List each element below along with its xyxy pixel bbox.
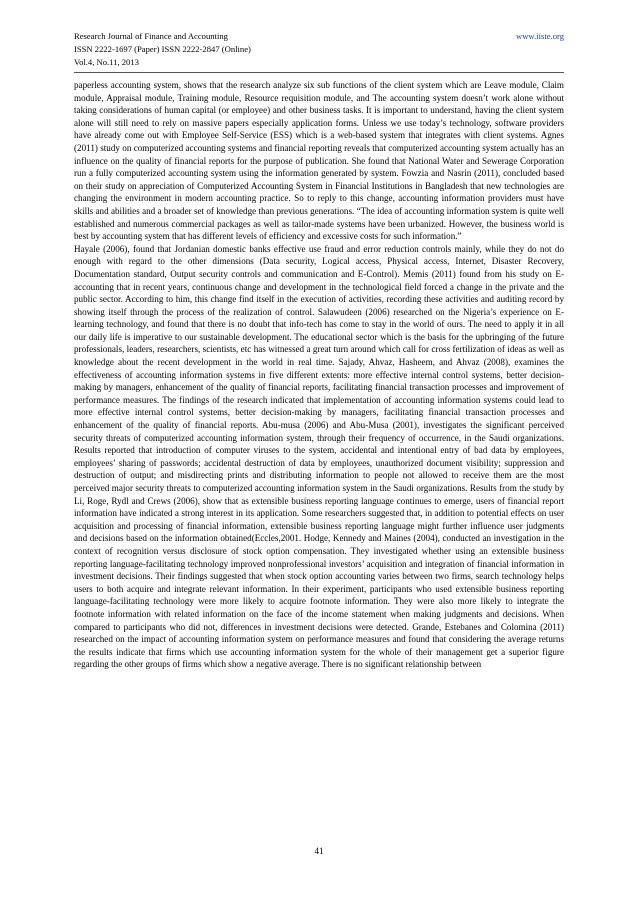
page-number: 41	[314, 846, 324, 856]
paragraph-2: Hayale (2006), found that Jordanian domestic banks effective use fraud and error reduction controls mainly, while they do not do enough with regard to the other dimensions (Data security, Logical access, Physical access, Internet, Disaster Recovery, Documentation standard, Output security controls and communication and E-Control). Memis (2011) found from his study on E-accounting that in recent years, continuous change and development in the technological field forced a change in the private and the public sector. According to him, this change find itself in the execution of activities, recording these activities and auditing record by showing itself through the process of the realization of control. Salawudeen (2006) researched on the Nigeria’s experience on E-learning technology, and found that there is no doubt that info-tech has come to stay in the world of ours. The need to apply it in all our daily life is imperative to our sustainable development. The educational sector which is the basis for the upbringing of the future professionals, leaders, researchers, scientists, etc has witnessed a great turn around which call for cross fertilization of ideas as well as knowledge about the recent development in the world in real time. Sajady, Ahvaz, Hasheem, and Ahvaz (2008), examines the effectiveness of accounting information systems in five different extents: more effective internal control systems, better decision-making by managers, enhancement of the quality of financial reports, facilitating financial transaction processes and improvement of performance measures. The findings of the research indicated that implementation of accounting information systems could lead to more effective internal control systems, better decision-making by managers, facilitating financial transaction processes and enhancement of the quality of financial reports. Abu-musa (2006) and Abu-Musa (2001), investigates the significant perceived security threats of computerized accounting information system, through their frequency of occurrence, in the Saudi organizations. Results reported that introduction of computer viruses to the system, accidental and intentional entry of bad data by employees, employees’ sharing of passwords; accidental destruction of data by employees, unauthorized document visibility; suppression and destruction of output; and misdirecting prints and distributing information to people not allowed to receive them are the most perceived major security threats to computerized accounting information system in the Saudi organizations. Results from the study by Li, Roge, Rydl and Crews (2006), show that as extensible business reporting language continues to emerge, users of financial report information have indicated a strong interest in its application. Some researchers suggested that, in addition to potential effects on user acquisition and processing of financial information, extensible business reporting language might further influence user judgments and decisions based on the information obtained(Eccles,2001. Hodge, Kennedy and Maines (2004), conducted an investigation in the context of recognition versus disclosure of stock option compensation. They investigated whether using an extensible business reporting language-facilitating technology improved nonprofessional investors’ acquisition and integration of financial information in investment decisions. Their findings suggested that when stock option accounting varies between two firms, search technology helps users to both acquire and integrate relevant information. In their experiment, participants who used extensible business reporting language-facilitating technology were more likely to acquire footnote information. They were also more likely to integrate the footnote information with related information on the face of the income statement when making judgments and decisions. When compared to participants who did not, differences in investment decisions were detected. Grande, Estebanes and Colomina (2011) researched on the impact of accounting information system on performance measures and found that considering the average returns the results indicate that firms which use accounting information system for the whole of their management get a superior figure regarding the other groups of firms which show a negative average. There is no significant relationship between	[74, 243, 564, 670]
header-row-2	[74, 43, 564, 56]
issn-line: ISSN 2222-1697 (Paper) ISSN 2222-2847 (Online)	[74, 44, 251, 55]
header-divider	[74, 72, 564, 73]
volume-line: Vol.4, No.11, 2013	[74, 57, 139, 68]
journal-url-link[interactable]: www.iiste.org	[516, 31, 564, 41]
page-header	[74, 30, 564, 70]
journal-title: Research Journal of Finance and Accounting	[74, 31, 228, 41]
paragraph-1: paperless accounting system, shows that the research analyze six sub functions of the client system which are Leave module, Claim module, Appraisal module, Training module, Resource requisition module, and The accounting system doesn’t work alone without taking considerations of human capital (or employee) and other business tasks. It is important to understand, having the client system alone will still need to rely on massive papers especially application forms. Unless we use today’s technology, software providers have already come out with Employee Self-Service (ESS) which is a web-based system that integrates with client systems. Agnes (2011) study on computerized accounting systems and financial reporting reveals that computerized accounting system actually has an influence on the quality of financial reports for the purpose of publication. She found that National Water and Sewerage Corporation run a fully computerized accounting system using the information generated by system. Fowzia and Nasrin (2011), concluded based on their study on appreciation of Computerized Accounting System in Financial Institutions in Bangladesh that new technologies are changing the environment in modern accounting practice. So to reply to this change, accounting information providers must have skills and abilities and a broader set of knowledge than previous generations. “The idea of accounting information system is quite well established and numerous commercial packages as well as tailor-made systems have been urbanized. However, the business world is best by accounting system that has different levels of efficiency and excessive costs for such information.”	[74, 80, 564, 242]
body-text	[74, 79, 564, 671]
header-row-1	[74, 30, 564, 43]
header-row-3	[74, 56, 564, 69]
